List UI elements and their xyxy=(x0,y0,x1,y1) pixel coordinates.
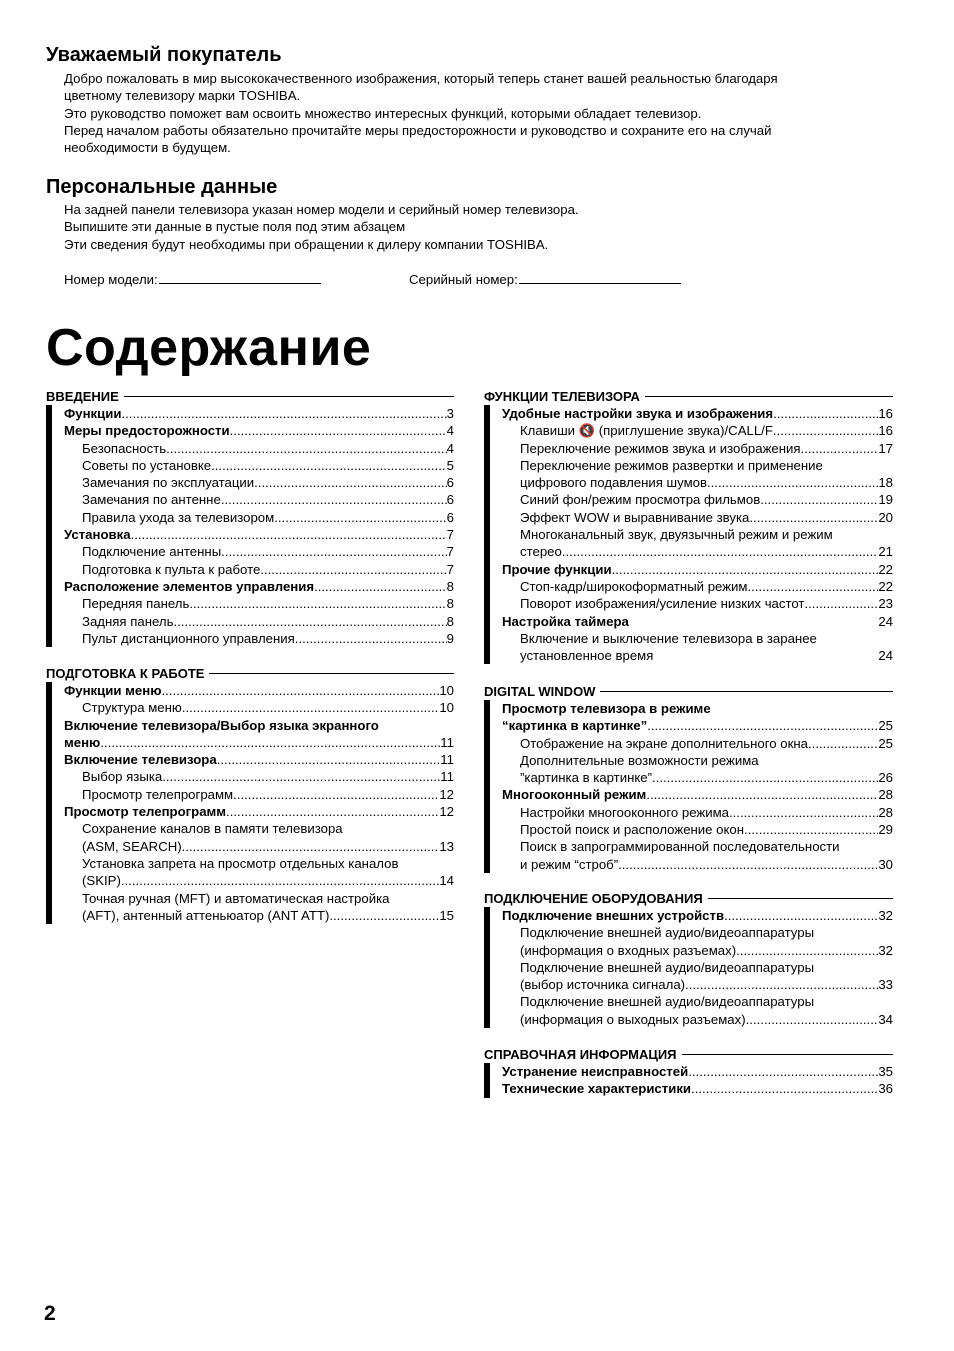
section-heading: ФУНКЦИИ ТЕЛЕВИЗОРА xyxy=(484,387,893,405)
section-heading: СПРАВОЧНАЯ ИНФОРМАЦИЯ xyxy=(484,1045,893,1063)
toc-entry[interactable]: Поворот изображения/усиление низких частот ..... 23 xyxy=(502,595,893,612)
toc-entry[interactable]: Задняя панель ..... 8 xyxy=(64,613,454,630)
toc-entry-line: Подключение внешней аудио/видеоаппаратуры xyxy=(520,959,815,975)
toc-entry-line: Установка запрета на просмотр отдельных каналов xyxy=(82,855,399,871)
toc-entry-line: Сохранение каналов в памяти телевизора xyxy=(82,821,343,837)
page-number: 2 xyxy=(44,1302,56,1325)
toc-entry[interactable]: Замечания по эксплуатации ..... 6 xyxy=(64,474,454,491)
toc-entry[interactable]: Передняя панель ..... 8 xyxy=(64,595,454,612)
toc-entry[interactable]: Синий фон/режим просмотра фильмов ..... 19 xyxy=(502,491,893,508)
toc-entry[interactable]: (AFT), антенный аттеньюатор (ANT ATT) ..... 15 xyxy=(64,907,454,924)
toc-entry[interactable]: Прочие функции ..... 22 xyxy=(502,561,893,578)
serial-number-field[interactable]: Серийный номер: xyxy=(409,271,681,288)
section-heading: ВВЕДЕНИЕ xyxy=(46,387,454,405)
toc-entry[interactable]: “картинка в картинке” ..... 25 xyxy=(502,717,893,734)
section-heading: DIGITAL WINDOW xyxy=(484,682,893,700)
personal-text: На задней панели телевизора указан номер модели и серийный номер телевизора. Выпишите эти данные в пустые поля под этим абзацем Эти сведения будут необходимы при обращении к дилеру компании TOSHIBA. xyxy=(64,202,579,252)
toc-section-tv-functions xyxy=(484,387,893,664)
serial-number-blank[interactable] xyxy=(519,272,681,284)
toc-entry[interactable]: Безопасность ..... 4 xyxy=(64,440,454,457)
model-number-field[interactable]: Номер модели: xyxy=(64,271,321,288)
personal-heading: Персональные данные xyxy=(46,176,278,198)
toc-entry[interactable]: Подключение антенны ..... 7 xyxy=(64,543,454,560)
toc-entry[interactable]: стерео ..... 21 xyxy=(502,543,893,560)
toc-entry[interactable]: Структура меню ..... 10 xyxy=(64,699,454,716)
toc-entry[interactable]: Устранение неисправностей ..... 35 xyxy=(502,1063,893,1080)
toc-entry-line: Многоканальный звук, двуязычный режим и режим xyxy=(520,527,833,543)
toc-entry-line: Поиск в запрограммированной последовательности xyxy=(520,839,840,855)
section-bar xyxy=(484,907,490,1028)
toc-entry[interactable]: Пульт дистанционного управления ..... 9 xyxy=(64,630,454,647)
section-bar xyxy=(484,700,490,873)
toc-entry[interactable]: Правила ухода за телевизором ..... 6 xyxy=(64,509,454,526)
greeting-text: Добро пожаловать в мир высококачественного изображения, который теперь станет вашей реальностью благодаря цветному телевизору марки TOSHIBA. Это руководство поможет вам освоить множество интересных функций, которыми обладает телевизор. Перед началом работы обязательно прочитайте меры предосторожности и руководство и сохраните его на случай необходимости в будущем. xyxy=(64,71,778,156)
toc-entry[interactable]: (информация о входных разъемах) ..... 32 xyxy=(502,942,893,959)
section-bar xyxy=(484,1063,490,1098)
toc-section-intro xyxy=(46,387,454,647)
toc-entry[interactable]: Технические характеристики ..... 36 xyxy=(502,1080,893,1097)
toc-entry[interactable]: Переключение режимов звука и изображения ..... 17 xyxy=(502,440,893,457)
toc-entry-line: Переключение режимов развертки и применение xyxy=(520,457,823,473)
toc-entry-line: Включение телевизора/Выбор языка экранного xyxy=(64,717,379,733)
toc-entry[interactable]: цифрового подавления шумов ..... 18 xyxy=(502,474,893,491)
section-bar xyxy=(46,682,52,924)
toc-section-preparation xyxy=(46,664,454,924)
toc-entry[interactable]: Удобные настройки звука и изображения ..... 16 xyxy=(502,405,893,422)
toc-entry[interactable]: Замечания по антенне ..... 6 xyxy=(64,491,454,508)
section-bar xyxy=(484,405,490,664)
toc-section-reference xyxy=(484,1045,893,1098)
section-heading: ПОДКЛЮЧЕНИЕ ОБОРУДОВАНИЯ xyxy=(484,889,893,907)
toc-entry[interactable]: (SKIP) ..... 14 xyxy=(64,872,454,889)
toc-section-digital-window xyxy=(484,682,893,873)
toc-entry[interactable]: Настройка таймера 24 xyxy=(502,613,893,629)
toc-entry[interactable]: Клавиши 🔇 (приглушение звука)/CALL/F ..... 16 xyxy=(502,422,893,439)
toc-entry-line: Точная ручная (MFT) и автоматическая настройка xyxy=(82,890,390,906)
toc-entry[interactable]: меню ..... 11 xyxy=(64,734,454,751)
toc-entry[interactable]: Включение телевизора ..... 11 xyxy=(64,751,454,768)
toc-entry[interactable]: Просмотр телепрограмм ..... 12 xyxy=(64,803,454,820)
toc-entry[interactable]: Стоп-кадр/широкоформатный режим ..... 22 xyxy=(502,578,893,595)
toc-entry[interactable]: Эффект WOW и выравнивание звука ..... 20 xyxy=(502,509,893,526)
toc-entry[interactable]: Подключение внешних устройств ..... 32 xyxy=(502,907,893,924)
toc-entry[interactable]: Просмотр телепрограмм ..... 12 xyxy=(64,786,454,803)
model-number-blank[interactable] xyxy=(159,272,321,284)
contents-title: Содержание xyxy=(46,319,372,377)
toc-section-connection xyxy=(484,889,893,1028)
toc-entry[interactable]: (информация о выходных разъемах) ..... 34 xyxy=(502,1011,893,1028)
toc-entry[interactable]: ”картинка в картинке” ..... 26 xyxy=(502,769,893,786)
section-bar xyxy=(46,405,52,647)
section-heading: ПОДГОТОВКА К РАБОТЕ xyxy=(46,664,454,682)
toc-entry[interactable]: Советы по установке ..... 5 xyxy=(64,457,454,474)
toc-entry[interactable]: Подготовка к пульта к работе ..... 7 xyxy=(64,561,454,578)
toc-entry[interactable]: и режим “строб” ..... 30 xyxy=(502,856,893,873)
toc-entry[interactable]: Отображение на экране дополнительного окна ..... 25 xyxy=(502,735,893,752)
toc-entry[interactable]: Выбор языка ..... 11 xyxy=(64,768,454,785)
toc-entry[interactable]: Простой поиск и расположение окон ..... 29 xyxy=(502,821,893,838)
toc-entry[interactable]: Установка ..... 7 xyxy=(64,526,454,543)
toc-entry-line: Подключение внешней аудио/видеоаппаратуры xyxy=(520,925,815,941)
toc-entry[interactable]: (ASM, SEARCH) ..... 13 xyxy=(64,838,454,855)
toc-entry-line: Просмотр телевизора в режиме xyxy=(502,701,711,716)
toc-entry[interactable]: Многооконный режим ..... 28 xyxy=(502,786,893,803)
toc-entry-line: Дополнительные возможности режима xyxy=(520,752,759,768)
greeting-heading: Уважаемый покупатель xyxy=(46,44,282,66)
toc-entry-line: Подключение внешней аудио/видеоаппаратуры xyxy=(520,994,815,1010)
toc-entry[interactable]: Функции ..... 3 xyxy=(64,405,454,422)
toc-entry[interactable]: установленное время 24 xyxy=(520,648,893,664)
toc-entry-line: Включение и выключение телевизора в заранее xyxy=(520,630,817,646)
toc-entry[interactable]: (выбор источника сигнала) ..... 33 xyxy=(502,976,893,993)
toc-entry[interactable]: Настройки многооконного режима ..... 28 xyxy=(502,804,893,821)
toc-entry[interactable]: Расположение элементов управления ..... 8 xyxy=(64,578,454,595)
toc-entry[interactable]: Функции меню ..... 10 xyxy=(64,682,454,699)
toc-entry[interactable]: Меры предосторожности ..... 4 xyxy=(64,422,454,439)
